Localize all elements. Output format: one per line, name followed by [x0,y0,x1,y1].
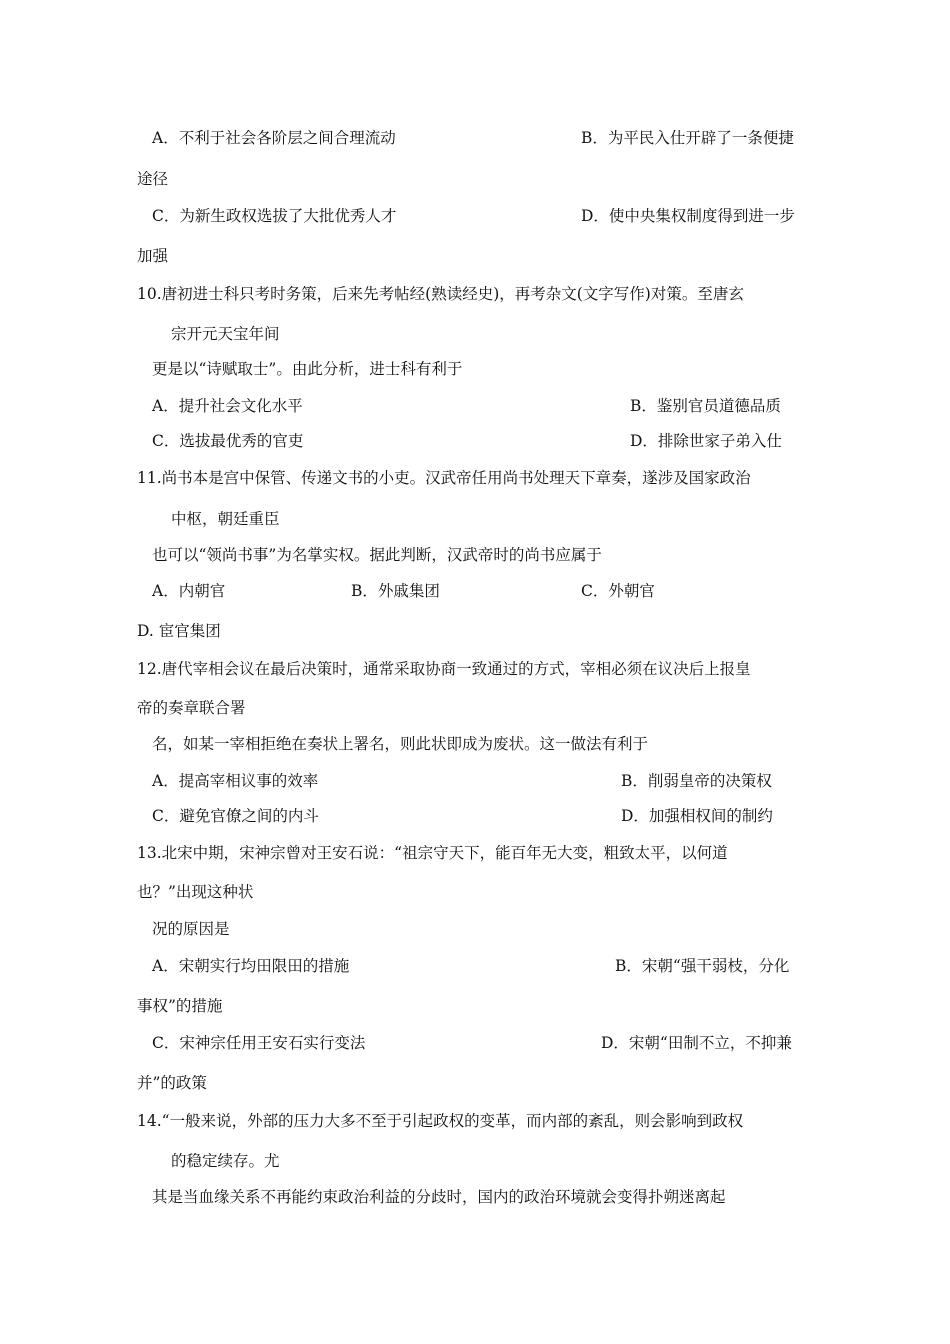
question-12: 12.唐代宰相会议在最后决策时，通常采取协商一致通过的方式，宰相必须在议决后上报皇 [137,660,751,678]
question-11: 11.尚书本是宫中保管、传递文书的小吏。汉武帝任用尚书处理天下章奏，遂涉及国家政治 [137,469,751,487]
option-12a: A．提高宰相议事的效率 [152,772,319,790]
option-11d: D. 宦官集团 [137,622,221,640]
option-10a: A．提升社会文化水平 [152,397,303,415]
option-13d: D．宋朝“田制不立，不抑兼 [601,1034,792,1052]
option-11a: A．内朝官 [152,582,226,600]
question-13: 13.北宋中期，宋神宗曾对王安石说：“祖宗守天下，能百年无大变，粗致太平，以何道 [137,844,728,862]
question-10: 10.唐初进士科只考时务策，后来先考帖经(熟读经史)，再考杂文(文字写作)对策。至唐玄 [137,285,744,303]
question-11-stem-end: 也可以“领尚书事”为名掌实权。据此判断，汉武帝时的尚书应属于 [152,546,602,564]
option-11b: B．外戚集团 [351,582,440,600]
option-12d: D．加强相权间的制约 [621,807,773,825]
option-10c: C．选拔最优秀的官吏 [152,432,304,450]
option-9d-cont: 加强 [137,247,169,265]
option-10b: B．鉴别官员道德品质 [630,397,781,415]
option-11c: C．外朝官 [581,582,655,600]
option-9c: C．为新生政权选拔了大批优秀人才 [152,207,397,225]
option-12b: B．削弱皇帝的决策权 [621,772,772,790]
question-12-cont: 帝的奏章联合署 [137,699,246,717]
question-13-stem-end: 况的原因是 [152,920,230,938]
option-9d: D．使中央集权制度得到进一步 [581,207,795,225]
option-13a: A．宋朝实行均田限田的措施 [152,957,350,975]
question-14: 14.“一般来说，外部的压力大多不至于引起政权的变革，而内部的紊乱，则会影响到政权 [137,1112,744,1130]
option-13b: B．宋朝“强干弱枝，分化 [615,957,790,975]
question-14-cont: 的稳定续存。尤 [171,1152,280,1170]
question-12-stem-end: 名，如某一宰相拒绝在奏状上署名，则此状即成为废状。这一做法有利于 [152,735,649,753]
question-14-cont-2: 其是当血缘关系不再能约束政治利益的分歧时，国内的政治环境就会变得扑朔迷离起 [152,1188,726,1206]
option-10d: D．排除世家子弟入仕 [630,432,782,450]
option-9b: B．为平民入仕开辟了一条便捷 [581,129,794,147]
question-11-cont: 中枢，朝廷重臣 [171,510,280,528]
option-9a: A．不利于社会各阶层之间合理流动 [152,129,396,147]
option-12c: C．避免官僚之间的内斗 [152,807,319,825]
question-10-stem-end: 更是以“诗赋取士”。由此分析，进士科有利于 [152,360,463,378]
option-13d-cont: 并”的政策 [137,1074,207,1092]
question-13-cont: 也？”出现这种状 [137,883,254,901]
option-13c: C．宋神宗任用王安石实行变法 [152,1034,366,1052]
option-9b-cont: 途径 [137,170,169,188]
question-10-cont: 宗开元天宝年间 [171,325,280,343]
option-13b-cont: 事权”的措施 [137,997,223,1015]
